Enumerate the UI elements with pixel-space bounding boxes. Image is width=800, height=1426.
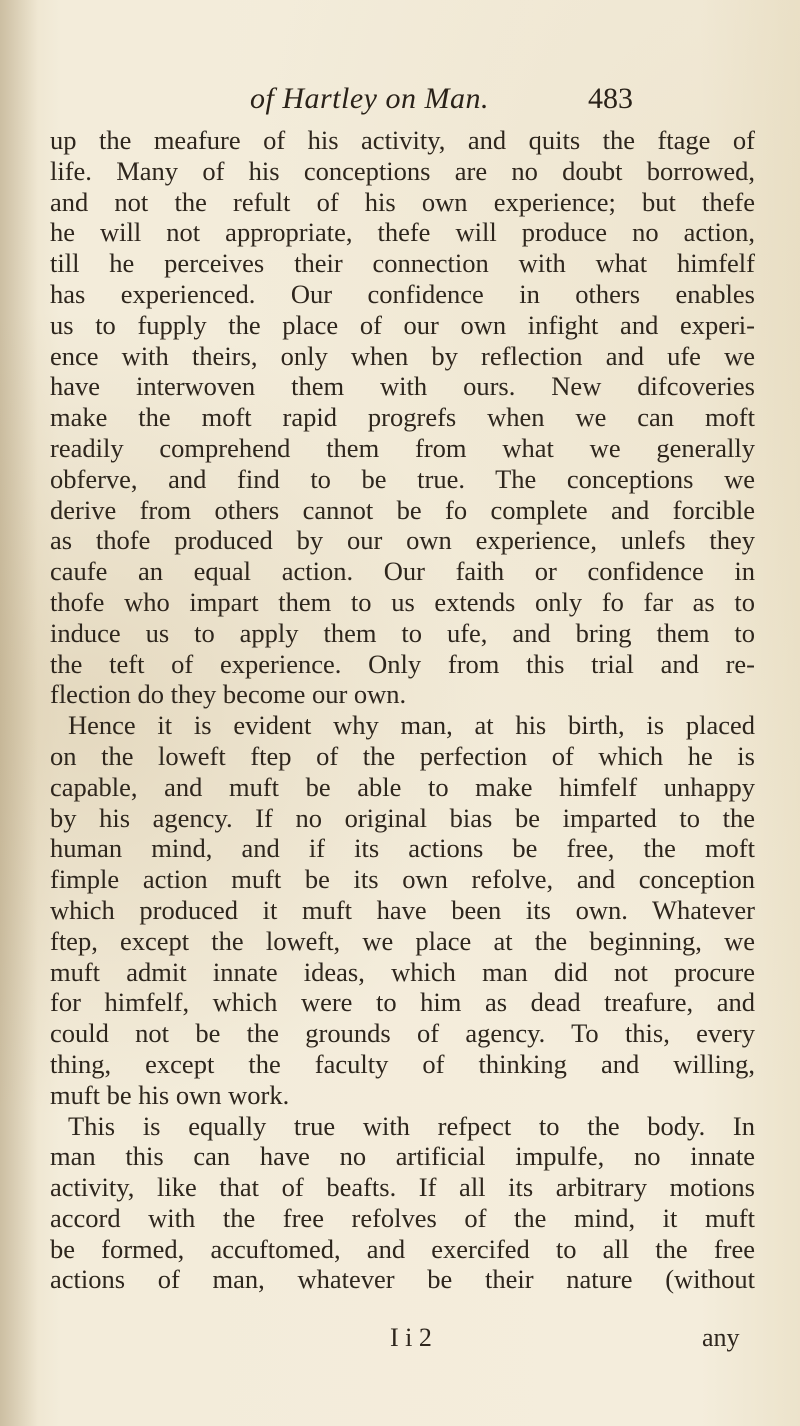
catchword: any: [702, 1323, 740, 1352]
paragraph-start-line: This is equally true with refpect to the body. In: [68, 1110, 755, 1141]
text-line: has experienced. Our confidence in others enables: [50, 278, 755, 309]
text-line: make the moft rapid progrefs when we can moft: [50, 402, 755, 433]
text-line: capable, and muft be able to make himfelf unhappy: [50, 771, 755, 802]
text-line: induce us to apply them to ufe, and bring them to: [50, 617, 755, 648]
text-line: fimple action muft be its own refolve, and conception: [50, 864, 755, 895]
text-line: by his agency. If no original bias be imparted to the: [50, 802, 755, 833]
page-footer: [0, 1323, 800, 1355]
text-line: thofe who impart them to us extends only fo far as to: [50, 586, 755, 617]
text-line: ftep, except the loweft, we place at the beginning, we: [50, 925, 755, 956]
text-line: readily comprehend them from what we generally: [50, 432, 755, 463]
text-line: ence with theirs, only when by reflection and ufe we: [50, 340, 755, 371]
text-line: man this can have no artificial impulfe, no innate: [50, 1141, 755, 1172]
text-line: activity, like that of beafts. If all its arbitrary motions: [50, 1172, 755, 1203]
text-line: have interwoven them with ours. New difcoveries: [50, 371, 755, 402]
text-line: till he perceives their connection with what himfelf: [50, 248, 755, 279]
text-line: muft admit innate ideas, which man did not procure: [50, 956, 755, 987]
running-title: of Hartley on Man.: [250, 82, 489, 115]
gutter-shadow: [0, 0, 38, 1426]
text-line: obferve, and find to be true. The conceptions we: [50, 463, 755, 494]
body-text: [50, 125, 755, 1295]
text-line: could not be the grounds of agency. To this, every: [50, 1018, 755, 1049]
text-line: the teft of experience. Only from this trial and re-: [50, 648, 755, 679]
running-head: [0, 82, 800, 122]
text-line: life. Many of his conceptions are no doubt borrowed,: [50, 155, 755, 186]
page-number: 483: [588, 82, 633, 115]
text-line: as thofe produced by our own experience, unlefs they: [50, 525, 755, 556]
text-line: for himfelf, which were to him as dead treafure, and: [50, 987, 755, 1018]
text-line: he will not appropriate, thefe will produce no action,: [50, 217, 755, 248]
text-line: accord with the free refolves of the mind, it muft: [50, 1202, 755, 1233]
text-line: caufe an equal action. Our faith or confidence in: [50, 556, 755, 587]
text-line: muft be his own work.: [50, 1079, 290, 1110]
text-line: actions of man, whatever be their nature (without: [50, 1264, 755, 1295]
text-line: which produced it muft have been its own. Whatever: [50, 894, 755, 925]
text-line: flection do they become our own.: [50, 679, 407, 710]
paragraph-start-line: Hence it is evident why man, at his birth, is placed: [68, 710, 755, 741]
text-line: us to fupply the place of our own infight and experi-: [50, 309, 755, 340]
text-line: derive from others cannot be fo complete and forcible: [50, 494, 755, 525]
text-line: human mind, and if its actions be free, the moft: [50, 833, 755, 864]
text-line: and not the refult of his own experience; but thefe: [50, 186, 755, 217]
text-line: be formed, accuftomed, and exercifed to all the free: [50, 1233, 755, 1264]
text-line: thing, except the faculty of thinking and willing,: [50, 1048, 755, 1079]
signature-mark: I i 2: [390, 1323, 432, 1352]
text-line: on the loweft ftep of the perfection of which he is: [50, 740, 755, 771]
text-line: up the meafure of his activity, and quits the ftage of: [50, 125, 755, 155]
